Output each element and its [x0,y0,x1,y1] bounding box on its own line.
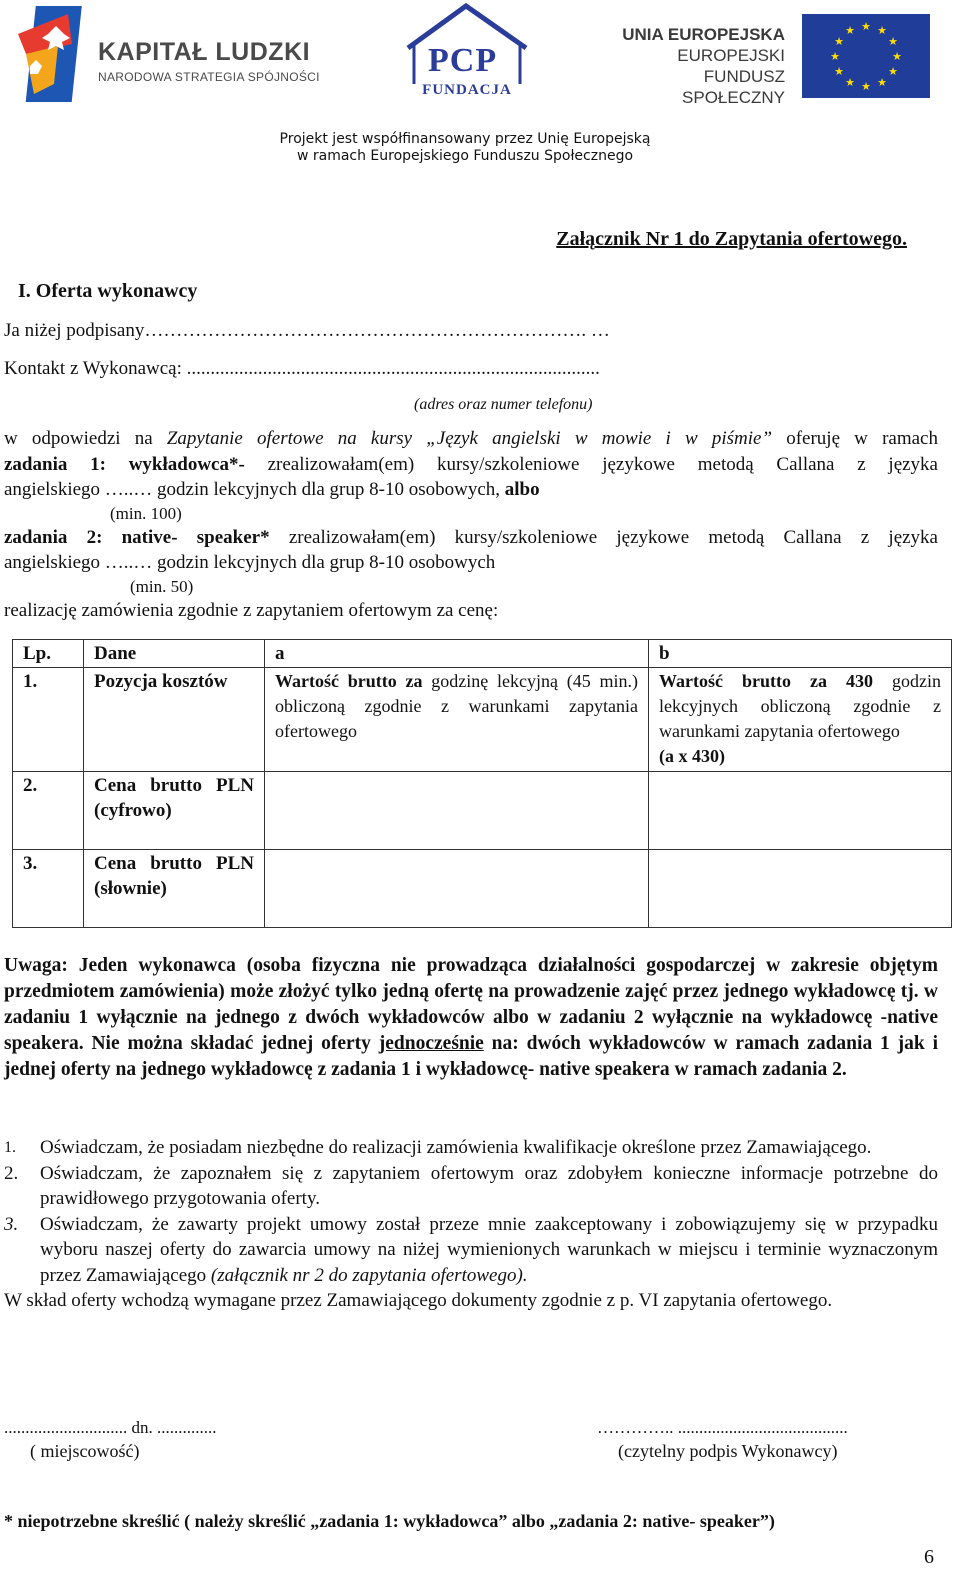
row2-b-value[interactable] [649,772,952,850]
statements-list [4,1135,938,1314]
table-header-row [13,640,952,668]
section-title: I. Oferta wykonawcy [18,280,198,302]
row1-dane: Pozycja kosztów [84,668,265,772]
statement-item: 2. Oświadczam, że zapoznałem się z zapytaniem ofertowym oraz zdobyłem konieczne informacje potrzebne do prawidłowego przygotowania oferty. [4,1162,938,1209]
row2-lp: 2. [13,772,84,850]
statement-item: 3. Oświadczam, że zawarty projekt umowy został przeze mnie zaakceptowany i zobowiązujemy się w przypadku wyboru naszej oferty do zawarcia umowy na niżej wymienionych warunkach w miejscu i terminie wyznaczonym przez Zamawiającego (załącznik nr 2 do zapytania ofertowego). [4,1213,938,1286]
svg-text:★: ★ [888,65,898,78]
pcp-logo-text: PCP [428,42,498,79]
important-note: Uwaga: Jeden wykonawca (osoba fizyczna nie prowadząca działalności gospodarczej w zakresie objętym przedmiotem zamówienia) może złożyć tylko jedną ofertę na prowadzenie zajęć przez jednego wykładowcę tj. w zadaniu 1 wyłącznie na jednego z dwóch wykładowców albo w zadaniu 2 wyłącznie na wykładowcę -native speakera. Nie można składać jednej oferty jednocześnie na: dwóch wykładowców w ramach zadania 1 jak i jednej oferty na jednego wykładowcę z zadania 1 i wykładowcę- native speakera w ramach zadania 2. [4,955,939,1080]
pcp-logo-subtext: FUNDACJA [422,82,512,98]
header-a: a [265,640,649,668]
eu-line-1: UNIA EUROPEJSKA [622,25,785,44]
note-underlined-word: jednocześnie [378,1033,484,1054]
eu-line-3: FUNDUSZ SPOŁECZNY [682,67,785,107]
row1-a: Wartość brutto za godzinę lekcyjną (45 min.) obliczoną zgodnie z warunkami zapytania ofertowego [265,668,649,772]
table-row [13,668,952,772]
place-label: ( miejscowość) [30,1441,140,1461]
kapital-ludzki-emblem-icon [8,4,98,104]
kapital-ludzki-logo [8,4,338,104]
svg-text:★: ★ [845,76,855,89]
kapital-ludzki-subtitle: NARODOWA STRATEGIA SPÓJNOŚCI [98,70,320,84]
row3-b-value[interactable] [649,850,952,928]
intro-line-1: w odpowiedzi na Zapytanie ofertowe na kursy „Język angielski w mowie i w piśmie” oferuję w ramach [4,428,938,449]
svg-text:★: ★ [845,24,855,37]
intro-task2-hours: angielskiego …..… godzin lekcyjnych dla grup 8-10 osobowych [4,552,496,573]
header-dane: Dane [84,640,265,668]
documents-line: W skład oferty wchodzą wymagane przez Zamawiającego dokumenty zgodnie z p. VI zapytania ofertowego. [4,1290,833,1311]
svg-text:★: ★ [877,76,887,89]
eu-flag-icon [802,14,930,98]
intro-task2-line: zadania 2: native- speaker* zrealizowałam(em) kursy/szkoleniowe językowe metodą Callana z języka [4,526,938,548]
row3-lp: 3. [13,850,84,928]
row2-a-value[interactable] [265,772,649,850]
cost-table [12,639,952,928]
eu-logo [600,14,932,107]
page-number: 6 [924,1546,934,1568]
project-line-1: Projekt jest współfinansowany przez Unię Europejską [279,131,651,147]
task1-min: (min. 100) [110,503,182,523]
row1-b: Wartość brutto za 430 godzin lekcyjnych obliczoną zgodnie z warunkami zapytania ofertowego (a x 430) [649,668,952,772]
kapital-ludzki-title: KAPITAŁ LUDZKI [98,38,311,66]
contact-hint: (adres oraz numer telefonu) [414,396,593,413]
statement-item: 1. Oświadczam, że posiadam niezbędne do realizacji zamówienia kwalifikacje określone przez Zamawiającego. [4,1137,872,1158]
eu-text-block [600,24,785,108]
svg-text:★: ★ [877,24,887,37]
row3-dane: Cena brutto PLN (słownie) [84,850,265,928]
header-b: b [649,640,952,668]
pcp-fundacja-logo [404,2,530,100]
project-cofinancing-note [200,131,730,165]
intro-task1-hours: angielskiego …..… godzin lekcyjnych dla grup 8-10 osobowych, albo [4,479,540,500]
contact-line: Kontakt z Wykonawcą: ....................................................................................... [4,358,600,379]
row1-lp: 1. [13,668,84,772]
row2-dane: Cena brutto PLN (cyfrowo) [84,772,265,850]
signature-label: (czytelny podpis Wykonawcy) [618,1441,838,1461]
svg-text:★: ★ [861,80,871,93]
project-line-2: w ramach Europejskiego Funduszu Społecznego [296,148,634,164]
svg-text:★: ★ [892,50,902,63]
header-lp: Lp. [13,640,84,668]
table-row [13,772,952,850]
table-row [13,850,952,928]
row3-a-value[interactable] [265,850,649,928]
svg-text:★: ★ [861,20,871,33]
intro-task1-line: zadania 1: wykładowca*- zrealizowałam(em) kursy/szkoleniowe językowe metodą Callana z języka [4,453,938,475]
eu-line-2: EUROPEJSKI [677,46,785,65]
offer-intro [4,426,938,623]
signature-dots[interactable]: ………….. ........................................ [597,1418,848,1437]
footnote: * niepotrzebne skreślić ( należy skreślić „zadania 1: wykładowca” albo „zadania 2: native- speaker”) [4,1511,775,1531]
svg-text:★: ★ [830,50,840,63]
annex-title: Załącznik Nr 1 do Zapytania ofertowego. [556,228,907,250]
place-date-dots[interactable]: ............................. dn. .............. [4,1418,217,1437]
task2-min: (min. 50) [130,576,194,596]
svg-text:★: ★ [888,35,898,48]
svg-text:★: ★ [834,65,844,78]
signed-line: Ja niżej podpisany……………………………………………………………. … [4,320,610,341]
svg-text:★: ★ [834,35,844,48]
price-line: realizację zamówienia zgodnie z zapytaniem ofertowym za cenę: [4,599,499,621]
